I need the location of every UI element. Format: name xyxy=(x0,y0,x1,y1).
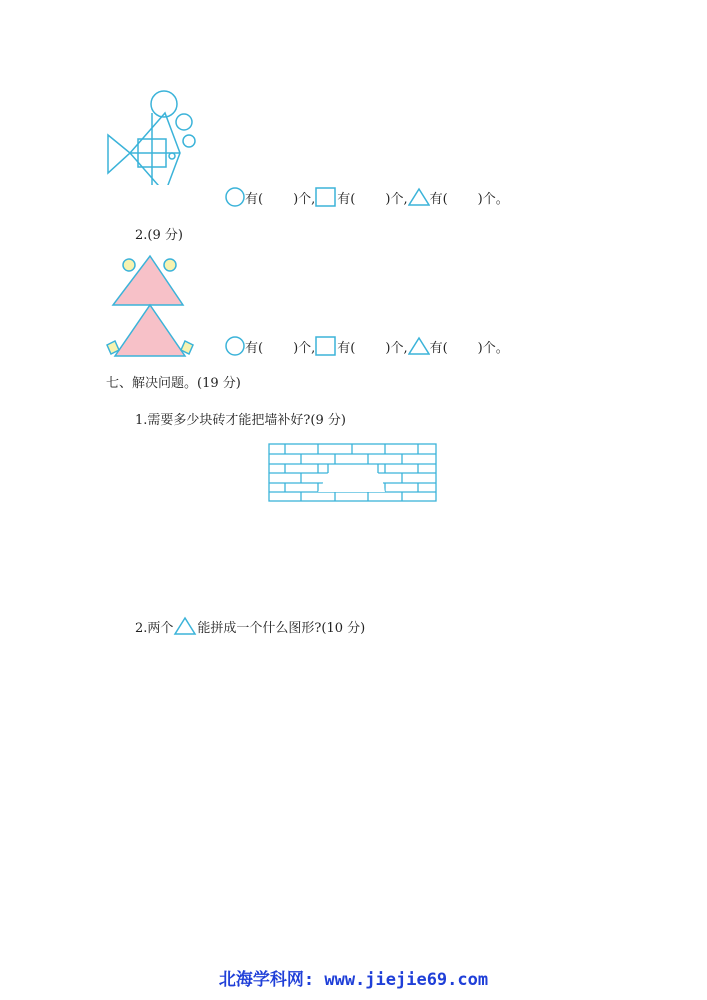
triangles-figure xyxy=(103,254,198,358)
circle-count-label: 有( xyxy=(245,192,264,207)
brick-wall-figure xyxy=(268,443,438,503)
fish-figure xyxy=(100,85,205,185)
triangle-count-close: )个。 xyxy=(477,192,509,207)
triangle-count-label: 有( xyxy=(429,341,448,356)
q2-suffix: 能拼成一个什么图形?(10 分) xyxy=(197,621,366,636)
circle-icon xyxy=(225,187,245,207)
section7-q2 xyxy=(135,614,365,636)
triangle-count-label: 有( xyxy=(429,192,448,207)
q2-answer-row xyxy=(225,334,509,356)
circle-count-close: )个, xyxy=(293,192,316,207)
circle-count-label: 有( xyxy=(245,341,264,356)
footer-watermark: 北海学科网: www.jiejie69.com xyxy=(218,970,489,990)
section7-title: 七、解决问题。(19 分) xyxy=(106,376,241,391)
triangle-icon xyxy=(408,336,430,356)
square-icon xyxy=(315,187,337,207)
circle-icon xyxy=(225,336,245,356)
square-icon xyxy=(315,336,337,356)
circle-count-close: )个, xyxy=(293,341,316,356)
section7-q1: 1.需要多少块砖才能把墙补好?(9 分) xyxy=(135,413,346,428)
square-count-close: )个, xyxy=(385,192,408,207)
triangle-count-close: )个。 xyxy=(477,341,509,356)
square-count-label: 有( xyxy=(337,341,356,356)
square-count-label: 有( xyxy=(337,192,356,207)
q1-answer-row xyxy=(225,185,509,207)
q2-title: 2.(9 分) xyxy=(135,228,183,243)
q2-prefix: 2.两个 xyxy=(135,621,174,636)
square-count-close: )个, xyxy=(385,341,408,356)
bubble-medium xyxy=(176,114,192,130)
triangle-icon xyxy=(408,187,430,207)
bubble-small xyxy=(183,135,195,147)
fish-eye xyxy=(169,153,175,159)
triangle-icon xyxy=(173,616,197,636)
